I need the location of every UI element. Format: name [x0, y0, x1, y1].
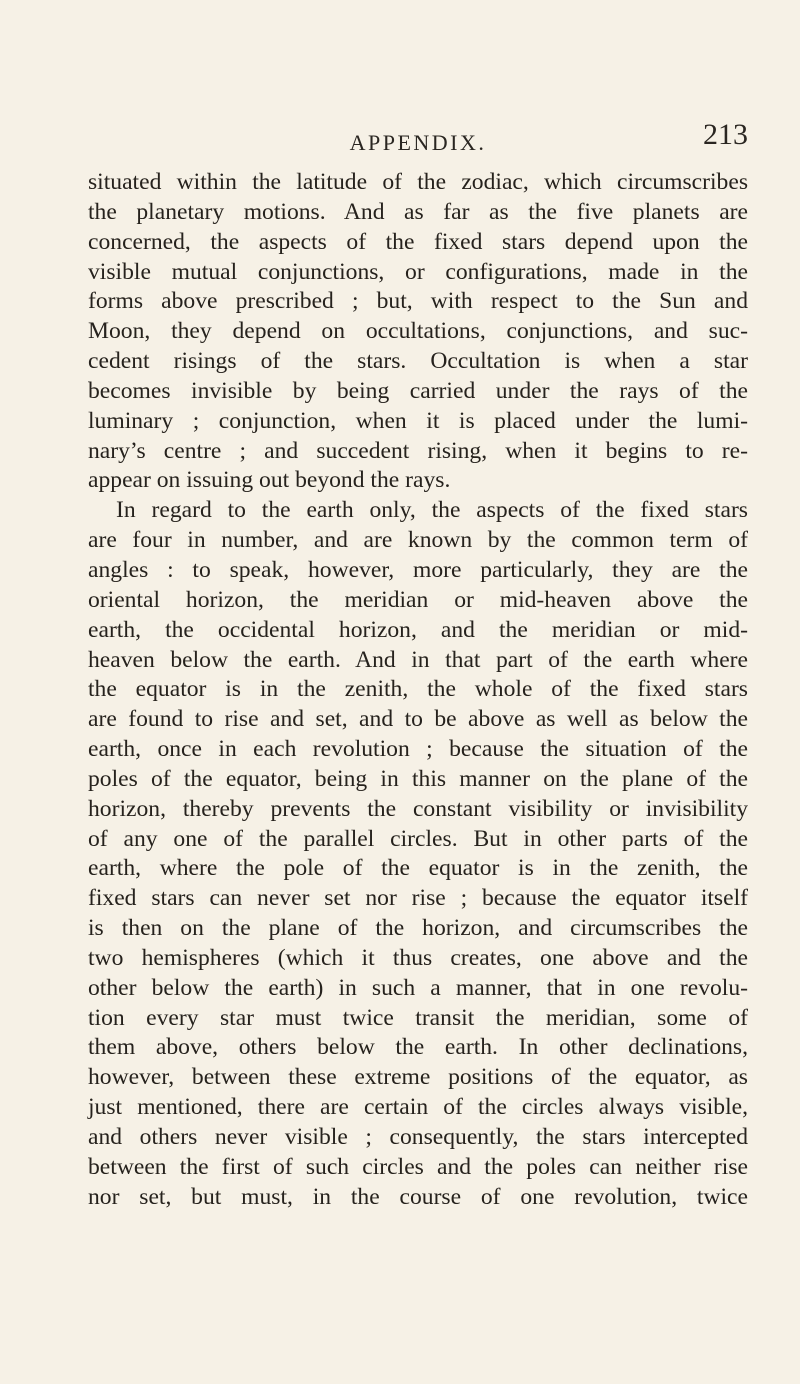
text-line: luminary ; conjunction, when it is placed under the lumi-: [88, 407, 748, 434]
paragraph-1: [88, 168, 748, 496]
text-line: however, between these extreme positions of the equator, as: [88, 1064, 748, 1091]
text-line: concerned, the aspects of the fixed stars depend upon the: [88, 228, 748, 255]
page-number: 213: [703, 118, 748, 151]
text-line: In regard to the earth only, the aspects of the fixed stars: [116, 497, 748, 524]
text-line: just mentioned, there are certain of the circles always visible,: [88, 1094, 748, 1121]
text-line: of any one of the parallel circles. But in other parts of the: [88, 825, 748, 852]
text-line: cedent risings of the stars. Occultation is when a star: [88, 348, 748, 375]
text-line: the equator is in the zenith, the whole of the fixed stars: [88, 676, 748, 703]
text-line: situated within the latitude of the zodiac, which circumscribes: [88, 169, 748, 195]
text-line: are found to rise and set, and to be above as well as below the: [88, 706, 748, 733]
paragraph-2: [88, 496, 748, 1212]
text-line: tion every star must twice transit the meridian, some of: [88, 1004, 748, 1031]
text-line: the planetary motions. And as far as the five planets are: [88, 198, 748, 225]
text-line: becomes invisible by being carried under the rays of the: [88, 377, 748, 404]
text-line: is then on the plane of the horizon, and circumscribes the: [88, 915, 748, 942]
text-line: are four in number, and are known by the common term of: [88, 527, 748, 554]
text-line: visible mutual conjunctions, or configurations, made in the: [88, 258, 748, 285]
text-line: them above, others below the earth. In other declinations,: [88, 1034, 748, 1061]
text-line: oriental horizon, the meridian or mid-heaven above the: [88, 586, 748, 613]
text-line: horizon, thereby prevents the constant visibility or invisibility: [88, 795, 748, 822]
text-line: between the first of such circles and the poles can neither rise: [88, 1153, 748, 1180]
text-line: other below the earth) in such a manner, that in one revolu-: [88, 974, 748, 1001]
text-line: earth, the occidental horizon, and the meridian or mid-: [88, 616, 748, 643]
running-head: APPENDIX.: [349, 130, 487, 155]
text-line: earth, where the pole of the equator is in the zenith, the: [88, 855, 748, 882]
text-line: nary’s centre ; and succedent rising, when it begins to re-: [88, 437, 748, 464]
text-line: nor set, but must, in the course of one revolution, twice: [88, 1183, 748, 1210]
text-line: and others never visible ; consequently, the stars intercepted: [88, 1124, 748, 1150]
text-line: angles : to speak, however, more particularly, they are the: [88, 556, 748, 583]
body-text: [88, 168, 748, 1213]
page-header: [88, 118, 748, 158]
text-line: heaven below the earth. And in that part of the earth where: [88, 646, 748, 673]
text-line: Moon, they depend on occultations, conjunctions, and suc-: [88, 318, 748, 345]
text-line: fixed stars can never set nor rise ; because the equator itself: [88, 885, 748, 912]
text-line: poles of the equator, being in this manner on the plane of the: [88, 765, 748, 792]
text-line: earth, once in each revolution ; because the situation of the: [88, 736, 748, 763]
text-line: two hemispheres (which it thus creates, one above and the: [88, 944, 748, 971]
text-line: forms above prescribed ; but, with respect to the Sun and: [88, 288, 748, 315]
text-line: appear on issuing out beyond the rays.: [88, 467, 451, 494]
